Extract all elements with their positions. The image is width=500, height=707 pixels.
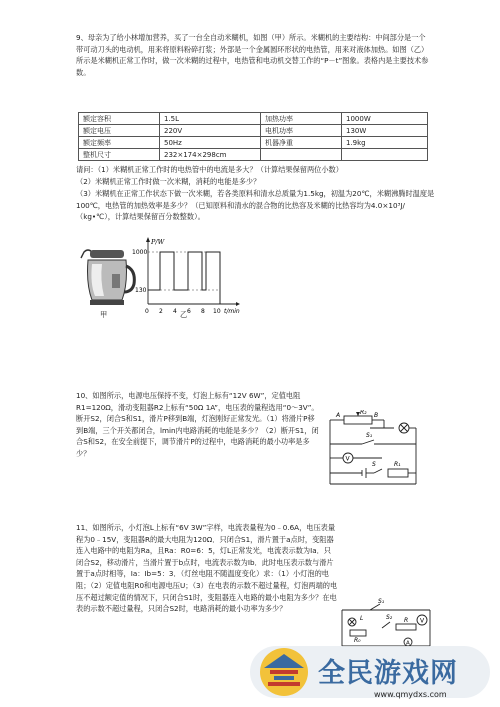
table-row: 整机尺寸 232×174×298cm <box>79 149 428 161</box>
chart-xtick: 2 <box>159 308 163 315</box>
chart-ylabel: P/W <box>151 238 165 246</box>
q10-text: 10、如图所示，电源电压保持不变，灯泡上标有“12V 6W”，定值电阻R1=120Ω，滑动变阻器R2上标有“50Ω 1A”，电压表的量程选用“0～3V”。断开S2，闭合S和S1，滑片P移到B端，灯泡刚好正常发光。（1）将滑片P移到B端，三个开关都闭合，lmin内电路消耗的电能是多少？（2）断开S1，闭合S和S2，在安全前提下，调节滑片P的过程中，电路消耗的最小功率是多少？ <box>76 391 319 458</box>
table-row: 额定容积 1.5L 加热功率 1000W <box>79 113 428 125</box>
q10-label-R2: R₂ <box>360 410 367 416</box>
q10-label-S1: S₁ <box>366 432 373 439</box>
q10-label-R1: R₁ <box>394 461 401 468</box>
chart-xtick: 8 <box>201 308 205 315</box>
chart-ytick-1000: 1000 <box>132 249 148 256</box>
fig-yi-label: 乙 <box>180 310 188 319</box>
q10-label-S: S <box>372 461 376 468</box>
q9-sub3: （3）米糊机在正常工作状态下做一次米糊，若各类原料和清水总质量为1.5kg，初温为20℃，米糊沸腾时温度是100℃，电热管的加热效率是多少？（已知原料和清水的混合物的比热容及米糊的比热容均为4.0×10³J/（kg•℃），计算结果保留百分数整数）。 <box>76 189 435 222</box>
table-row: 额定频率 50Hz 机器净重 1.9kg <box>79 137 428 149</box>
q9-sub2: （2）米糊机正常工作时做一次米糊，消耗的电能是多少？ <box>76 177 261 186</box>
p-t-chart <box>132 236 242 318</box>
chart-xtick: 10 <box>213 308 221 315</box>
q11-label-A: A <box>406 640 410 647</box>
chart-ytick-130: 130 <box>135 287 147 294</box>
q10-label-V: V <box>345 455 350 463</box>
q11-label-R0: R₀ <box>354 637 361 644</box>
spec-table <box>78 112 428 161</box>
q9-sub1: 请问：（1）米糊机正常工作时的电热管中的电流是多大？（计算结果保留两位小数） <box>76 165 343 174</box>
q9-intro: 9、母亲为了给小林增加营养，买了一台全自动米糊机，如图（甲）所示。米糊机的主要结构：中间部分是一个带可动刀头的电动机，用来将原料粉碎打浆；外部是一个金属圆环形状的电热管，用来对液体加热。如图（乙）所示是米糊机正常工作时，做一次米糊的过程中，电热管和电动机交替工作的“P－t”图象。表格内是主要技术参数。 <box>76 33 429 77</box>
q11-label-R: R <box>404 617 409 624</box>
q10-circuit-diagram <box>322 410 422 492</box>
q10-label-B: B <box>374 412 379 419</box>
q10-label-A: A <box>336 412 341 419</box>
q11-label-S2: S₂ <box>386 614 393 621</box>
q11-text: 11、如图所示，小灯泡L上标有“6V 3W”字样，电流表量程为0﹣0.6A，电压表量程为0﹣15V，变阻器R的最大电阻为120Ω．只闭合S1，滑片置于a点时，变阻器连入电路中的电阻为Ra，且Ra：R0=6：5，灯L正常发光，电流表示数为Ia．只闭合S2，移动滑片，当滑片置于b点时，电流表示数为Ib．此时电压表示数与滑片置于a点时相等，Ia：Ib=5：3．（灯丝电阻不随温度变化）求：（1）小灯泡的电阻；（2）定值电阻R0和电源电压U；（3）在电表的示数不超过量程，灯泡两端的电压不超过额定值的情况下，只闭合S1时，变阻器连入电路的最小电阻为多少？在电表的示数不超过量程，只闭合S2时，电路消耗的最小功率为多少？ <box>76 523 338 614</box>
chart-xtick: 4 <box>173 308 177 315</box>
q11-label-L: L <box>360 615 364 622</box>
chart-xlabel: t/min <box>224 308 240 315</box>
site-name: 全民游戏网 <box>318 658 458 689</box>
site-url: www.qmydxs.com <box>374 690 447 699</box>
chart-xtick: 0 <box>145 308 149 315</box>
rice-paste-machine-figure <box>78 244 140 310</box>
chart-xtick: 6 <box>187 308 191 315</box>
table-row: 额定电压 220V 电机功率 130W <box>79 125 428 137</box>
q11-label-V: V <box>420 617 425 625</box>
q11-label-S1: S₁ <box>378 598 385 605</box>
fig-jia-label: 甲 <box>100 310 108 319</box>
